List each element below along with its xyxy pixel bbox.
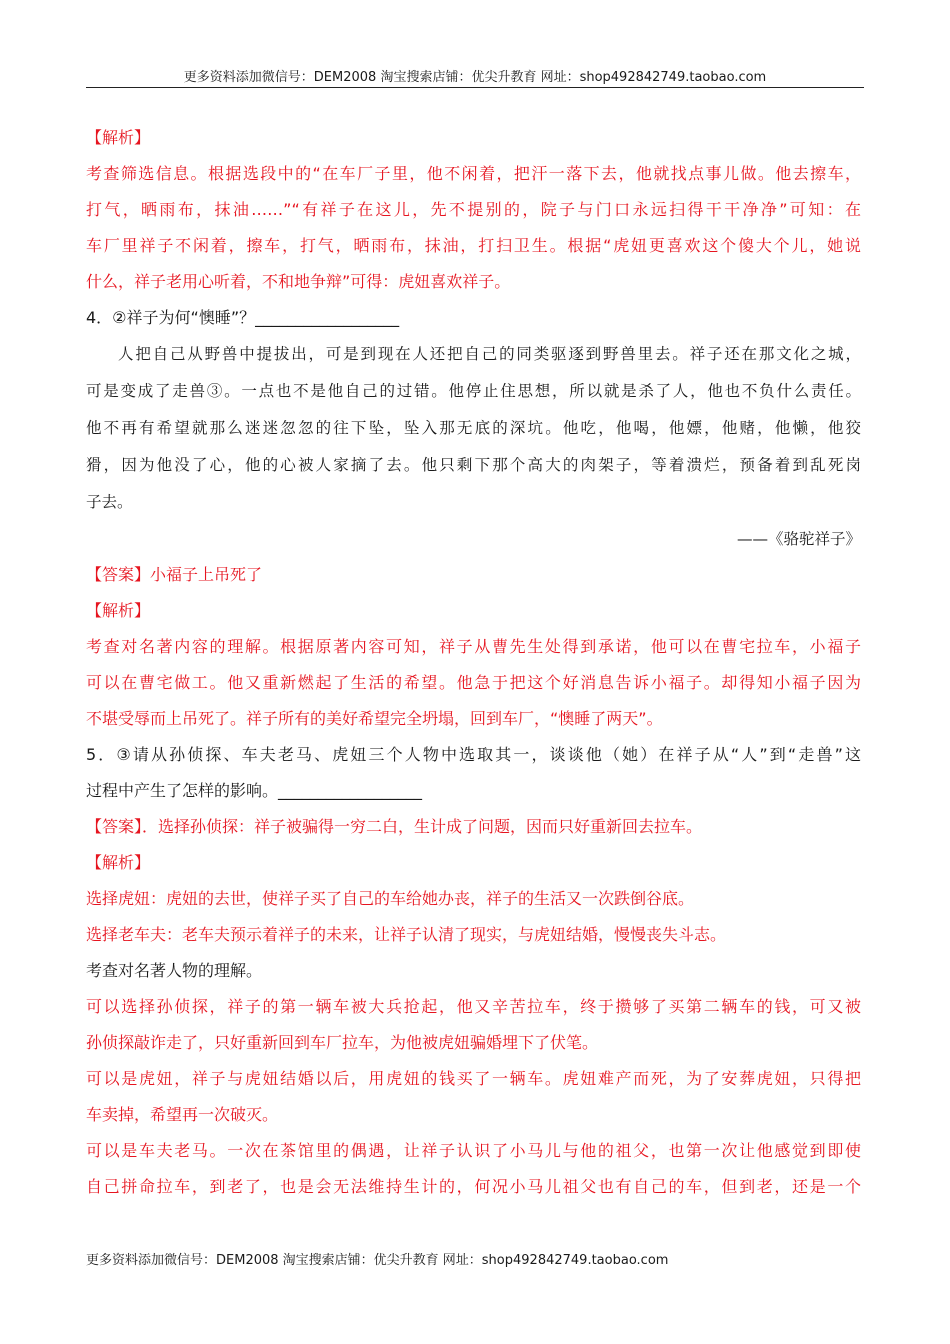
analysis-line: 不堪受辱而上吊死了。祥子所有的美好希望完全坍塌，回到车厂，“懊睡了两天”。 [86, 709, 663, 728]
analysis-line: 自己拼命拉车，到老了，也是会无法维持生计的，何况小马儿祖父也有自己的车，但到老，还是一个 [86, 1177, 861, 1196]
analysis-line: 打气，晒雨布，抹油……”“有祥子在这儿，先不提别的，院子与门口永远扫得干干净净”可知：在 [86, 200, 861, 219]
page-header: 更多资料添加微信号：DEM2008 淘宝搜索店铺：优尖升教育 网址：shop492842749.taobao.com [183, 70, 767, 85]
analysis-line: 车厂里祥子不闲着，擦车，打气，晒雨布，抹油，打扫卫生。根据“虎妞更喜欢这个傻大个儿，她说 [86, 236, 861, 255]
analysis-label: 【解析】 [86, 128, 151, 147]
analysis-line: 选择虎妞：虎妞的去世，使祥子买了自己的车给她办丧，祥子的生活又一次跌倒谷底。 [86, 889, 695, 908]
analysis-label: 【解析】 [86, 853, 151, 872]
question-4: 4．②祥子为何“懊睡”？__________________ [86, 308, 400, 327]
passage-line: 子去。 [86, 493, 133, 511]
answer-5: 【答案】．选择孙侦探：祥子被骗得一穷二白，生计成了问题，因而只好重新回去拉车。 [86, 817, 703, 836]
analysis-line: 考查对名著人物的理解。 [86, 961, 263, 980]
page-footer: 更多资料添加微信号：DEM2008 淘宝搜索店铺：优尖升教育 网址：shop492842749.taobao.com [86, 1253, 669, 1268]
analysis-line: 选择老车夫：老车夫预示着祥子的未来，让祥子认清了现实，与虎妞结婚，慢慢丧失斗志。 [86, 925, 727, 944]
passage-line: 可是变成了走兽③。一点也不是他自己的过错。他停止住思想，所以就是杀了人，他也不负什么责任。 [86, 382, 861, 400]
passage-line: 人把自己从野兽中提拔出，可是到现在人还把自己的同类驱逐到野兽里去。祥子还在那文化之城， [118, 345, 861, 363]
analysis-line: 可以是车夫老马。一次在茶馆里的偶遇，让祥子认识了小马儿与他的祖父，也第一次让他感觉到即使 [86, 1141, 861, 1160]
analysis-line: 考查筛选信息。根据选段中的“在车厂子里，他不闲着，把汗一落下去，他就找点事儿做。他去擦车， [86, 164, 861, 183]
passage-source: ——《骆驼祥子》 [736, 530, 861, 548]
analysis-line: 什么，祥子老用心听着，不和地争辩”可得：虎妞喜欢祥子。 [86, 272, 511, 291]
document-body [86, 120, 861, 1205]
analysis-line: 孙侦探敲诈走了，只好重新回到车厂拉车，为他被虎妞骗婚埋下了伏笔。 [86, 1033, 599, 1052]
analysis-line: 可以是虎妞，祥子与虎妞结婚以后，用虎妞的钱买了一辆车。虎妞难产而死，为了安葬虎妞，只得把 [86, 1069, 861, 1088]
analysis-label: 【解析】 [86, 601, 151, 620]
passage-line: 猾，因为他没了心，他的心被人家摘了去。他只剩下那个高大的肉架子，等着溃烂，预备着到乱死岗 [86, 456, 861, 474]
question-5-cont: 过程中产生了怎样的影响。__________________ [86, 781, 423, 800]
analysis-line: 可以在曹宅做工。他又重新燃起了生活的希望。他急于把这个好消息告诉小福子。却得知小福子因为 [86, 673, 861, 692]
answer-4: 【答案】小福子上吊死了 [86, 565, 263, 584]
question-5: 5．③请从孙侦探、车夫老马、虎妞三个人物中选取其一，谈谈他（她）在祥子从“人”到“走兽”这 [86, 745, 861, 764]
analysis-line: 考查对名著内容的理解。根据原著内容可知，祥子从曹先生处得到承诺，他可以在曹宅拉车，小福子 [86, 637, 861, 656]
analysis-line: 可以选择孙侦探，祥子的第一辆车被大兵抢起，他又辛苦拉车，终于攒够了买第二辆车的钱，可又被 [86, 997, 861, 1016]
header-divider [86, 87, 864, 88]
analysis-line: 车卖掉，希望再一次破灭。 [86, 1105, 279, 1124]
passage-line: 他不再有希望就那么迷迷忽忽的往下坠，坠入那无底的深坑。他吃，他喝，他嫖，他赌，他懒，他狡 [86, 419, 861, 437]
